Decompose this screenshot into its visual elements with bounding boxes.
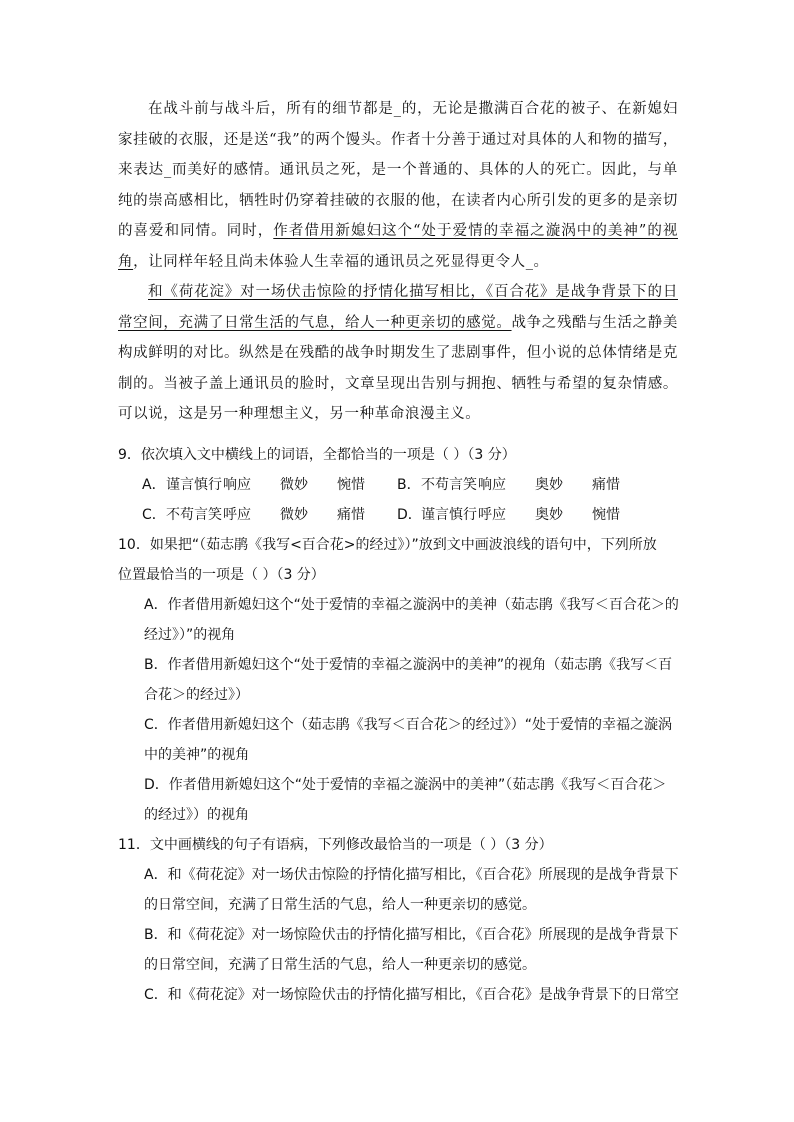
option-letter: C． xyxy=(142,507,166,523)
option-text: C．和《荷花淀》对一场惊险伏击的抒情化描写相比，《百合花》是战争背景下的日常空 xyxy=(144,987,679,1003)
wavy-underlined-sentence: 作者借用新媳妇这个“处于爱情的幸福之漩涡中的美神”的视角 xyxy=(118,223,678,270)
option-text: 中的美神”的视角 xyxy=(144,747,250,763)
option-word: 不苟言笑 xyxy=(421,477,477,493)
reading-passage xyxy=(118,94,678,430)
question-block xyxy=(118,440,680,1010)
option-word: 响应 xyxy=(223,477,251,493)
q9-options-row-2 xyxy=(142,500,680,530)
q11-stem: 11．文中画横线的句子有语病，下列修改最恰当的一项是（ ）（3 分） xyxy=(118,837,553,853)
option-word: 痛惜 xyxy=(337,507,365,523)
q10-option-a[interactable] xyxy=(144,590,680,650)
option-text: 的日常空间，充满了日常生活的气息，给人一种更亲切的感觉。 xyxy=(144,897,536,913)
option-word: 微妙 xyxy=(280,507,308,523)
option-word: 谨言慎行 xyxy=(166,477,222,493)
passage-paragraph-1 xyxy=(118,94,678,277)
option-word: 惋惜 xyxy=(592,507,620,523)
q9-stem: 9．依次填入文中横线上的词语，全都恰当的一项是（ ）（3 分） xyxy=(118,447,516,463)
option-word: 痛惜 xyxy=(592,477,620,493)
option-word: 不苟言笑 xyxy=(166,507,222,523)
option-letter: D． xyxy=(397,507,422,523)
option-text: 的经过》）的视角 xyxy=(144,807,249,823)
q9-option-d[interactable] xyxy=(397,500,652,530)
q10-stem-line-1: 10．如果把“（茹志鹃《我写<百合花>的经过》）”放到文中画波浪线的语句中，下列所放 xyxy=(118,537,657,553)
q9-option-c[interactable] xyxy=(142,500,397,530)
option-text: B．作者借用新媳妇这个“处于爱情的幸福之漩涡中的美神”的视角（茹志鹃《我写＜百 xyxy=(144,657,673,673)
option-text: A．和《荷花淀》对一场伏击惊险的抒情化描写相比，《百合花》所展现的是战争背景下 xyxy=(144,867,679,883)
option-text: 经过》）”的视角 xyxy=(144,627,236,643)
option-letter: A． xyxy=(142,477,166,493)
option-text: C．作者借用新媳妇这个（茹志鹃《我写＜百合花＞的经过》）“处于爱情的幸福之漩涡 xyxy=(144,717,673,733)
passage-p2-text: 战争之残酷与生活之静美构成鲜明的对比。纵然是在残酷的战争时期发生了悲剧事件，但小说的总体情绪是克制的。当被子盖上通讯员的脸时，文章呈现出告别与拥抱、牺牲与希望的复杂情感。可以说，这是另一种理想主义，另一种革命浪漫主义。 xyxy=(118,314,678,422)
option-word: 奥妙 xyxy=(535,507,563,523)
option-letter: B． xyxy=(397,477,421,493)
q10-stem-line-2: 位置最恰当的一项是（ ）（3 分） xyxy=(118,567,325,583)
q11-option-b[interactable] xyxy=(144,920,680,980)
option-text: A．作者借用新媳妇这个“处于爱情的幸福之漩涡中的美神（茹志鹃《我写＜百合花＞的 xyxy=(144,597,679,613)
q11-option-c[interactable] xyxy=(144,980,680,1010)
q10-option-d[interactable] xyxy=(144,770,680,830)
q9-option-a[interactable] xyxy=(142,470,397,500)
option-word: 呼应 xyxy=(223,507,251,523)
passage-p1-text: 在战斗前与战斗后，所有的细节都是_的，无论是撒满百合花的被子、在新媳妇家挂破的衣服，还是送“我”的两个馒头。作者十分善于通过对具体的人和物的描写，来表达_而美好的感情。通讯员之死，是一个普通的、具体的人的死亡。因此，与单纯的崇高感相比，牺牲时仍穿着挂破的衣服的他，在读者内心所引发的更多的是亲切的喜爱和同情。同时， xyxy=(118,101,678,239)
option-word: 谨言慎行 xyxy=(421,507,477,523)
option-word: 微妙 xyxy=(280,477,308,493)
underlined-sentence: 和《荷花淀》对一场伏击惊险的抒情化描写相比，《百合花》是战争背景下的日常空间，充满了日常生活的气息，给人一种更亲切的感觉。 xyxy=(118,284,678,331)
q9-option-b[interactable] xyxy=(397,470,652,500)
option-text: B．和《荷花淀》对一场惊险伏击的抒情化描写相比，《百合花》所展现的是战争背景下 xyxy=(144,927,679,943)
q11-option-a[interactable] xyxy=(144,860,680,920)
option-word: 奥妙 xyxy=(535,477,563,493)
option-text: 合花＞的经过》） xyxy=(144,687,249,703)
passage-p1-end: ，让同样年轻且尚未体验人生幸福的通讯员之死显得更令人_。 xyxy=(133,253,549,270)
option-word: 呼应 xyxy=(478,507,506,523)
passage-paragraph-2 xyxy=(118,277,678,430)
q10-option-c[interactable] xyxy=(144,710,680,770)
option-text: D．作者借用新媳妇这个“处于爱情的幸福之漩涡中的美神”（茹志鹃《我写＜百合花＞ xyxy=(144,777,667,793)
option-word: 惋惜 xyxy=(337,477,365,493)
q9-options-row-1 xyxy=(142,470,680,500)
option-text: 的日常空间，充满了日常生活的气息，给人一种更亲切的感觉。 xyxy=(144,957,536,973)
q10-option-b[interactable] xyxy=(144,650,680,710)
option-word: 响应 xyxy=(478,477,506,493)
